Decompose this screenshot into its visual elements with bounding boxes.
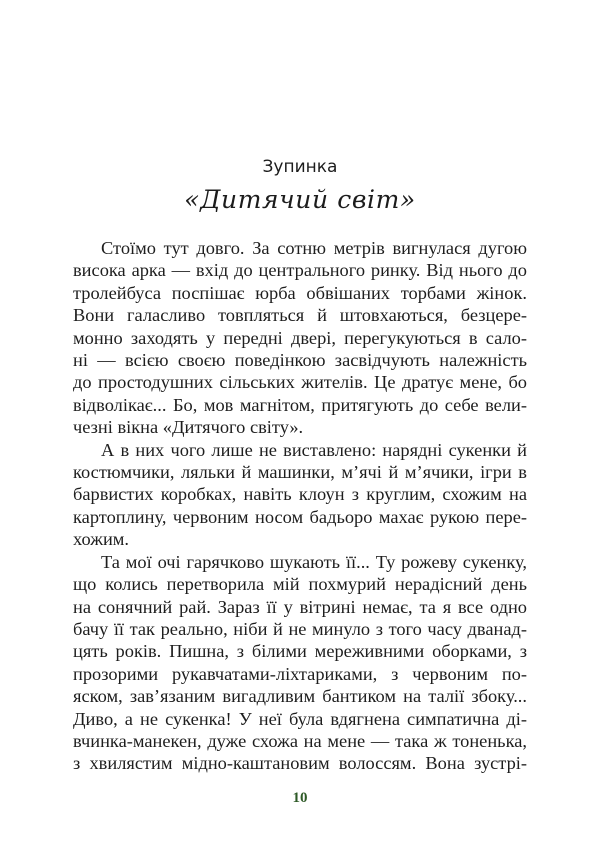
text-line: висока арка — вхід до центрального ринку. Від нього до — [73, 260, 527, 281]
text-line: картоплину, червоним носом бадьоро махає рукою пере- — [73, 506, 527, 527]
chapter-kicker: Зупинка — [262, 157, 338, 177]
text-line: вчинка-манекен, дуже схожа на мене — така ж тоненька, — [73, 730, 527, 751]
text-line: з хвилястим мідно-каштановим волоссям. Вона зустрі- — [73, 753, 527, 774]
body-text — [73, 237, 527, 775]
paragraph-1-end — [73, 416, 527, 438]
text-line: яском, зав’язаним вигадливим бантиком на талії збоку... — [73, 686, 527, 707]
paragraph-2-end — [73, 528, 527, 550]
paragraph-3 — [73, 551, 527, 775]
text-line: на сонячний рай. Зараз її у вітрині немає, та я все одно — [73, 596, 527, 617]
text-line: до простодушних сільських жителів. Це дратує мене, бо — [73, 372, 527, 393]
text-line: прозорими рукавчатами-ліхтариками, з червоним по- — [73, 663, 527, 684]
text-line: ні — всією своєю поведінкою засвідчують належність — [73, 350, 527, 371]
text-line: відволікає... Бо, мов магнітом, притягують до себе вели- — [73, 394, 527, 415]
text-line: що колись перетворила мій похмурий нерадісний день — [73, 574, 527, 595]
text-line: Вони галасливо товпляться й штовхаються, безцере- — [73, 305, 527, 326]
text-line: Диво, а не сукенка! У неї була вдягнена симпатична ді- — [73, 708, 527, 729]
text-line: цять років. Пишна, з білими мереживними оборками, з — [73, 641, 527, 662]
paragraph-2 — [73, 439, 527, 529]
text-line: Та мої очі гарячково шукають її... Ту рожеву сукенку, — [101, 551, 527, 572]
text-line: бачу її так реально, ніби й не минуло з того часу дванад- — [73, 618, 527, 639]
text-line: А в них чого лише не виставлено: нарядні сукенки й — [101, 439, 527, 460]
text-line: хожим. — [73, 529, 130, 550]
text-line: барвистих коробках, навіть клоун з круглим, схожим на — [73, 484, 527, 505]
text-line: монно заходять у передні двері, перегукуються в сало- — [73, 327, 527, 348]
text-line: костюмчики, ляльки й машинки, м’ячі й м’ячики, ігри в — [73, 462, 527, 483]
chapter-title: «Дитячий світ» — [184, 185, 416, 214]
paragraph-1 — [73, 237, 527, 416]
text-line: Стоїмо тут довго. За сотню метрів вигнулася дугою — [101, 238, 527, 258]
text-line: чезні вікна «Дитячого світу». — [73, 417, 304, 438]
page-number: 10 — [292, 790, 308, 806]
text-line: тролейбуса поспішає юрба обвішаних торбами жінок. — [73, 282, 527, 303]
